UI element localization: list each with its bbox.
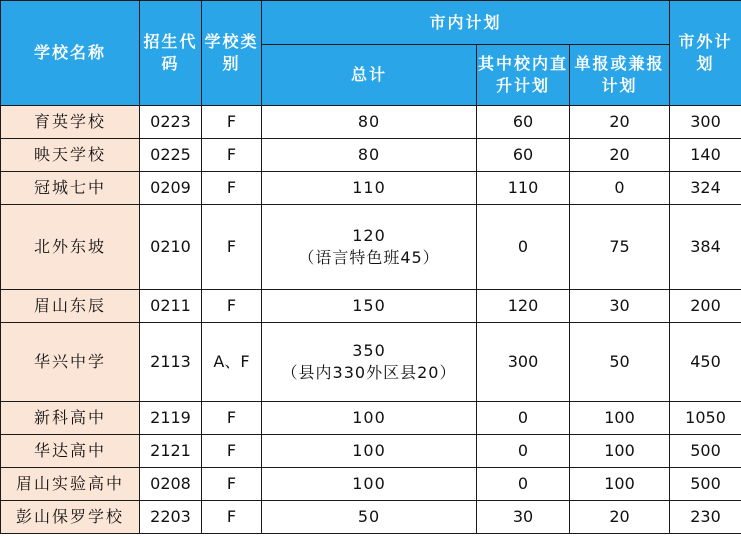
code-cell: 2113 — [140, 323, 202, 402]
total-value: 120 — [352, 226, 386, 245]
total-cell — [262, 106, 477, 139]
direct-cell: 60 — [477, 139, 570, 172]
total-cell — [262, 435, 477, 468]
single-cell: 75 — [570, 205, 670, 290]
total-cell — [262, 172, 477, 205]
single-cell: 50 — [570, 323, 670, 402]
direct-cell: 0 — [477, 205, 570, 290]
school-name-cell: 眉山东辰 — [1, 290, 140, 323]
total-cell — [262, 205, 477, 290]
direct-cell: 120 — [477, 290, 570, 323]
header-school-name: 学校名称 — [1, 1, 140, 106]
total-cell — [262, 139, 477, 172]
total-cell — [262, 402, 477, 435]
single-cell: 30 — [570, 290, 670, 323]
single-cell: 20 — [570, 501, 670, 534]
table-row — [1, 402, 741, 435]
school-name-cell: 映天学校 — [1, 139, 140, 172]
direct-cell: 60 — [477, 106, 570, 139]
school-name-cell: 华达高中 — [1, 435, 140, 468]
type-cell: F — [202, 501, 262, 534]
direct-cell: 0 — [477, 435, 570, 468]
type-cell: F — [202, 290, 262, 323]
code-cell: 0225 — [140, 139, 202, 172]
total-cell — [262, 290, 477, 323]
code-cell: 0210 — [140, 205, 202, 290]
header-out-city-plan: 市外计划 — [670, 1, 741, 106]
code-cell: 2119 — [140, 402, 202, 435]
total-note: （县内330外区县20） — [281, 363, 457, 382]
header-single: 单报或兼报计划 — [570, 45, 670, 106]
table-row — [1, 106, 741, 139]
school-name-cell: 北外东坡 — [1, 205, 140, 290]
code-cell: 0209 — [140, 172, 202, 205]
direct-cell: 300 — [477, 323, 570, 402]
school-name-cell: 彭山保罗学校 — [1, 501, 140, 534]
total-value: 350 — [352, 341, 386, 360]
table-row — [1, 468, 741, 501]
out-city-cell: 324 — [670, 172, 741, 205]
code-cell: 0211 — [140, 290, 202, 323]
table-row — [1, 290, 741, 323]
single-cell: 100 — [570, 468, 670, 501]
table-row — [1, 172, 741, 205]
total-cell — [262, 323, 477, 402]
type-cell: F — [202, 139, 262, 172]
type-cell: A、F — [202, 323, 262, 402]
direct-cell: 0 — [477, 468, 570, 501]
school-name-cell: 华兴中学 — [1, 323, 140, 402]
total-cell — [262, 468, 477, 501]
header-code: 招生代码 — [140, 1, 202, 106]
out-city-cell: 384 — [670, 205, 741, 290]
type-cell: F — [202, 402, 262, 435]
school-name-cell: 育英学校 — [1, 106, 140, 139]
total-value: 80 — [357, 145, 381, 164]
direct-cell: 0 — [477, 402, 570, 435]
out-city-cell: 140 — [670, 139, 741, 172]
total-value: 100 — [352, 441, 386, 460]
out-city-cell: 500 — [670, 435, 741, 468]
total-note: （语言特色班45） — [298, 248, 440, 267]
total-cell — [262, 501, 477, 534]
out-city-cell: 300 — [670, 106, 741, 139]
header-total: 总计 — [262, 45, 477, 106]
table-row — [1, 205, 741, 290]
table-body — [1, 106, 741, 534]
table-row — [1, 323, 741, 402]
table-row — [1, 501, 741, 534]
code-cell: 2121 — [140, 435, 202, 468]
single-cell: 100 — [570, 435, 670, 468]
total-value: 100 — [352, 474, 386, 493]
single-cell: 20 — [570, 106, 670, 139]
header-in-city-plan: 市内计划 — [262, 1, 670, 45]
direct-cell: 110 — [477, 172, 570, 205]
type-cell: F — [202, 205, 262, 290]
single-cell: 20 — [570, 139, 670, 172]
out-city-cell: 500 — [670, 468, 741, 501]
type-cell: F — [202, 435, 262, 468]
header-direct: 其中校内直升计划 — [477, 45, 570, 106]
table-row — [1, 435, 741, 468]
code-cell: 0208 — [140, 468, 202, 501]
header-type: 学校类别 — [202, 1, 262, 106]
out-city-cell: 450 — [670, 323, 741, 402]
out-city-cell: 200 — [670, 290, 741, 323]
out-city-cell: 1050 — [670, 402, 741, 435]
single-cell: 0 — [570, 172, 670, 205]
code-cell: 2203 — [140, 501, 202, 534]
type-cell: F — [202, 172, 262, 205]
code-cell: 0223 — [140, 106, 202, 139]
out-city-cell: 230 — [670, 501, 741, 534]
type-cell: F — [202, 106, 262, 139]
total-value: 150 — [352, 296, 386, 315]
total-value: 110 — [352, 178, 386, 197]
type-cell: F — [202, 468, 262, 501]
direct-cell: 30 — [477, 501, 570, 534]
school-name-cell: 新科高中 — [1, 402, 140, 435]
single-cell: 100 — [570, 402, 670, 435]
table-row — [1, 139, 741, 172]
total-value: 100 — [352, 408, 386, 427]
school-name-cell: 冠城七中 — [1, 172, 140, 205]
total-value: 80 — [357, 112, 381, 131]
school-name-cell: 眉山实验高中 — [1, 468, 140, 501]
total-value: 50 — [357, 507, 381, 526]
